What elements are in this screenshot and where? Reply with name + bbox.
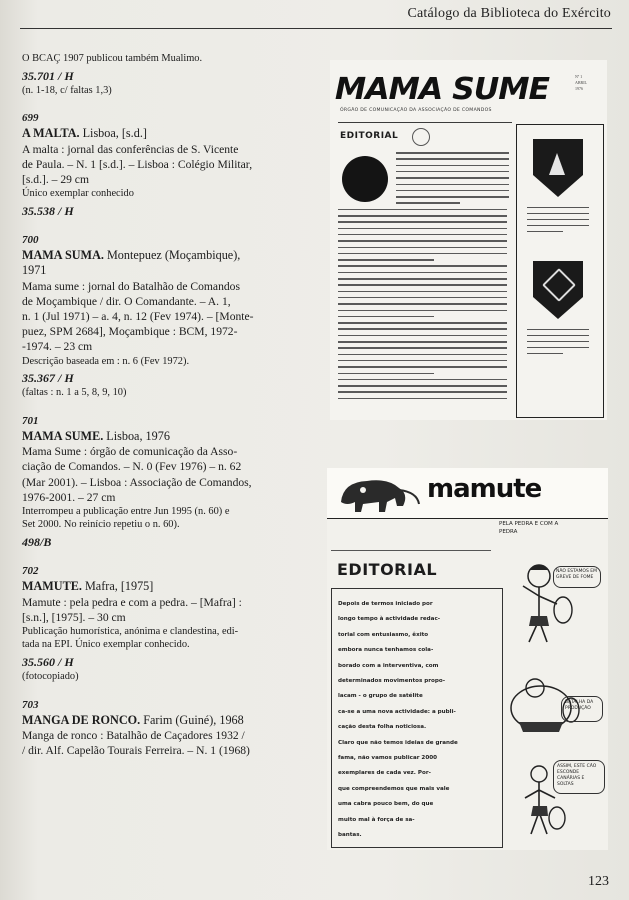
entry-number: 699 xyxy=(22,112,39,125)
entry-number: 700 xyxy=(22,233,39,246)
entry-imprint: Mafra, [1975] xyxy=(81,579,154,594)
mama-sume-subtitle: ÓRGÃO DE COMUNICAÇÃO DA ASSOCIAÇÃO DE COMANDOS xyxy=(340,108,492,113)
entry-number: 702 xyxy=(22,565,39,578)
editorial-handwritten-line: muito mal à força de sa- xyxy=(338,816,415,823)
entry-imprint: Farim (Guiné), 1968 xyxy=(140,712,244,727)
entry-note: Set 2000. No reinício repetiu o n. 60). xyxy=(22,519,180,531)
editorial-handwritten-line: cação desta folha noticiosa. xyxy=(338,724,427,731)
entry-call-number: 35.538 / H xyxy=(22,203,74,218)
entry-description-line: Mama Sume : órgão de comunicação da Asso- xyxy=(22,445,238,459)
speech-bubble: NÃO ESTAMOS EM GREVE DE FOME xyxy=(553,566,601,588)
entry-title: MAMUTE. xyxy=(22,579,82,594)
entry-description-line: / dir. Alf. Capelão Tourais Ferreira. – N. 1 (1968) xyxy=(22,744,250,758)
entry-heading xyxy=(22,713,300,728)
entry-note: Publicação humorística, anónima e clandestina, edi- xyxy=(22,625,239,637)
text-column xyxy=(22,52,300,759)
entry-description-line: (Mar 2001). – Lisboa : Associação de Comandos, xyxy=(22,475,252,489)
entry-description-line: de Moçambique / dir. O Comandante. – A. 1, xyxy=(22,294,231,308)
entry-heading xyxy=(22,579,300,594)
entry-description-line: [s.n.], [1975]. – 30 cm xyxy=(22,610,126,624)
editorial-handwritten-line: bantas. xyxy=(338,832,362,839)
entry-description-line: Manga de ronco : Batalhão de Caçadores 1932 / xyxy=(22,729,245,743)
entry-description-line: Mama sume : jornal do Batalhão de Comandos xyxy=(22,279,240,293)
editorial-handwritten-line: lacam - o grupo de satélite xyxy=(338,693,423,700)
entry-title: MANGA DE RONCO. xyxy=(22,712,141,727)
editorial-handwritten-line: embora nunca tenhamos cola- xyxy=(338,647,434,654)
entry-heading xyxy=(22,248,300,263)
entry-note: Interrompeu a publicação entre Jun 1995 (n. 60) e xyxy=(22,505,230,517)
entry-description-line: A malta : jornal das conferências de S. Vicente xyxy=(22,142,239,156)
mama-sume-cover-image: MAMA SUME ÓRGÃO DE COMUNICAÇÃO DA ASSOCIAÇÃO DE COMANDOS Nº 1 ABRIL 1976 EDITORIAL xyxy=(330,60,607,420)
entry-title: MAMA SUMA. xyxy=(22,248,104,263)
entry-heading xyxy=(22,429,300,444)
editorial-handwritten-line: exemplares de cada vez. Por- xyxy=(338,770,431,777)
editorial-box xyxy=(331,588,503,848)
running-head: Catálogo da Biblioteca do Exército xyxy=(407,6,611,21)
entry-call-number: 35.701 / H xyxy=(22,68,74,83)
entry-title: MAMA SUME. xyxy=(22,428,104,443)
entry-description-line: -1974. – 23 cm xyxy=(22,340,93,354)
entry-holdings-note: (fotocopiado) xyxy=(22,671,79,683)
entry-imprint: Lisboa, 1976 xyxy=(103,428,170,443)
editorial-handwritten-line: borado com a interventiva, com xyxy=(338,662,439,669)
entry-number: 703 xyxy=(22,698,39,711)
editorial-handwritten-line: que compreendemos que mais vale xyxy=(338,785,450,792)
entry-description-line: ciação de Comandos. – N. 0 (Fev 1976) – n. 62 xyxy=(22,460,242,474)
entry-holdings-note: (faltas : n. 1 a 5, 8, 9, 10) xyxy=(22,387,127,399)
entry-call-number: 35.560 / H xyxy=(22,654,74,669)
badge-icon xyxy=(412,128,430,146)
mamute-tagline: PELA PEDRA E COM A PEDRA xyxy=(499,521,559,535)
editorial-heading: EDITORIAL xyxy=(340,131,399,141)
mamute-cover-image xyxy=(327,468,608,850)
entry-description-line: de Paula. – N. 1 [s.d.]. – Lisboa : Colégio Militar, xyxy=(22,157,253,171)
editorial-handwritten-line: determinados movimentos propo- xyxy=(338,678,446,685)
entry-number: 701 xyxy=(22,414,39,427)
editorial-handwritten-line: longo tempo à actividade redac- xyxy=(338,616,441,623)
mamute-editorial-heading: EDITORIAL xyxy=(337,560,438,579)
entry-heading xyxy=(22,126,300,141)
entry-description-line: 1976-2001. – 27 cm xyxy=(22,490,116,504)
entry-description-line: Mamute : pela pedra e com a pedra. – [Mafra] : xyxy=(22,595,242,609)
editorial-handwritten-line: ca-se a uma nova actividade: a publi- xyxy=(338,708,456,715)
entry-imprint: Montepuez (Moçambique), xyxy=(103,248,241,263)
mammoth-drawing-icon xyxy=(333,472,423,516)
speech-bubble: BATALHA DA PRODUÇÃO xyxy=(561,696,603,722)
entry-description-line: O BCAÇ 1907 publicou também Mualimo. xyxy=(22,53,203,64)
entry-call-number: 35.367 / H xyxy=(22,371,74,386)
entry-title: A MALTA. xyxy=(22,126,80,141)
emblem-panel xyxy=(516,124,604,418)
entry-holdings-note: (n. 1-18, c/ faltas 1,3) xyxy=(22,84,112,96)
entry-note: tada na EPI. Único exemplar conhecido. xyxy=(22,639,190,651)
entry-note: Único exemplar conhecido xyxy=(22,188,134,200)
header-rule xyxy=(20,28,612,29)
editorial-handwritten-line: Claro que não temos ideias de grande xyxy=(338,739,458,746)
entry-description-line: [s.d.]. – 29 cm xyxy=(22,173,89,187)
editorial-handwritten-line: torial com entusiasmo, êxito xyxy=(338,631,429,638)
entry-call-number: 498/B xyxy=(22,534,52,549)
entry-heading-continued: 1971 xyxy=(22,263,47,278)
editorial-handwritten-line: uma cabra pouco bem, do que xyxy=(338,801,434,808)
entry-description-line: n. 1 (Jul 1971) – a. 4, n. 12 (Fev 1974). – [Monte- xyxy=(22,309,254,323)
page-number: 123 xyxy=(588,874,609,889)
speech-bubble: ASSIM, ESTE CÃO ESCONDE CANÁRIAS E SOLTAS xyxy=(553,760,605,794)
mamute-masthead: mamute xyxy=(427,474,542,504)
entry-note: Descrição baseada em : n. 6 (Fev 1972). xyxy=(22,355,190,367)
editorial-handwritten-line: Depois de termos iniciado por xyxy=(338,601,433,607)
editorial-handwritten-line: fama, não vamos publicar 2000 xyxy=(338,755,437,762)
mama-sume-masthead: MAMA SUME xyxy=(334,72,550,107)
entry-description-line: puez, SPM 2684], Moçambique : BCM, 1972- xyxy=(22,325,238,339)
entry-imprint: Lisboa, [s.d.] xyxy=(79,126,147,141)
